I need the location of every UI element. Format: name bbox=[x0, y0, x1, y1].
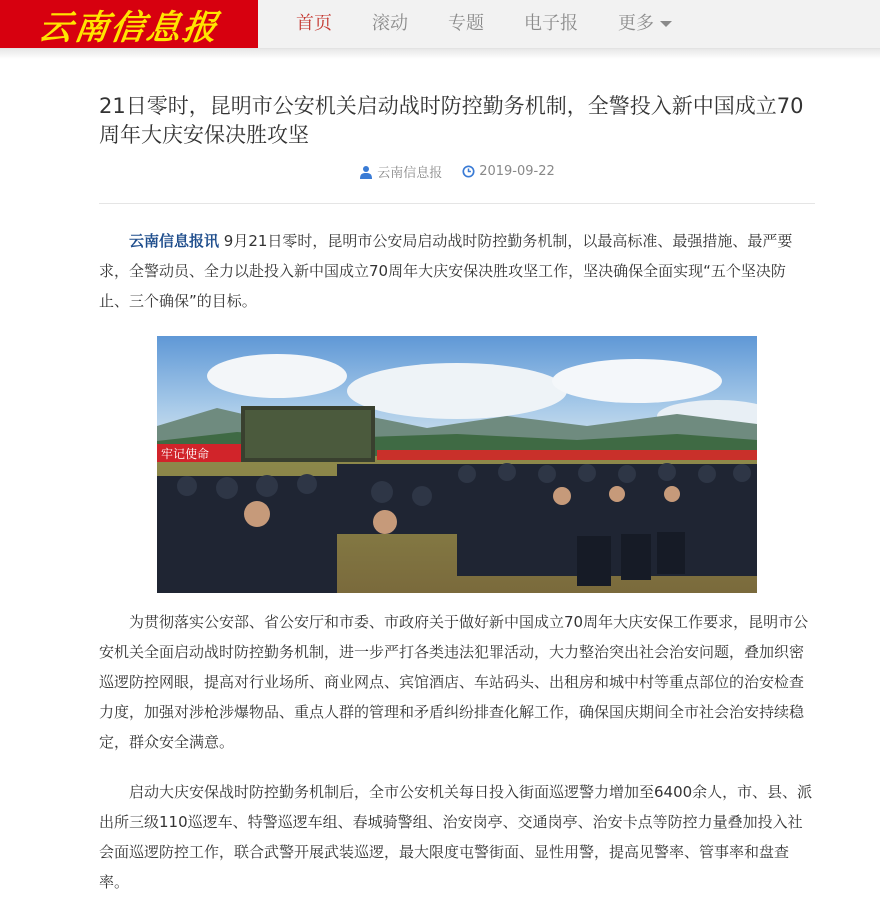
clock-icon bbox=[462, 165, 475, 178]
article-meta bbox=[99, 162, 815, 181]
nav-more[interactable] bbox=[598, 0, 692, 48]
header-shadow bbox=[0, 49, 880, 59]
article-paragraph-3: 启动大庆安保战时防控勤务机制后，全市公安机关每日投入街面巡逻警力增加至6400余人，市、县、派出所三级110巡逻车、特警巡逻车组、春城骑警组、治安岗亭、交通岗亭、治安卡点等防控力量叠加投入社会面巡逻防控工作，联合武警开展武装巡逻，最大限度屯警街面、显性用警，提高见警率、管事率和盘查率。 bbox=[99, 783, 813, 891]
top-bar bbox=[0, 0, 880, 49]
title-divider bbox=[99, 203, 815, 204]
site-logo[interactable] bbox=[0, 0, 258, 48]
user-icon bbox=[359, 165, 373, 179]
site-logo-text: 云南信息报 bbox=[35, 7, 222, 48]
paragraph-text: 9月21日零时，昆明市公安局启动战时防控勤务机制，以最高标准、最强措施、最严要求，全警动员、全力以赴投入新中国成立70周年大庆安保决胜攻坚工作，坚决确保全面实现“五个坚决防止、三个确保”的目标。 bbox=[99, 232, 793, 310]
article-paragraph-1 bbox=[99, 226, 815, 316]
article-date-text: 2019-09-22 bbox=[479, 164, 555, 179]
nav-epaper[interactable]: 电子报 bbox=[524, 13, 578, 34]
main-nav bbox=[258, 0, 692, 48]
article-title: 21日零时，昆明市公安机关启动战时防控勤务机制，全警投入新中国成立70周年大庆安保决胜攻坚 bbox=[99, 94, 804, 147]
caret-down-icon bbox=[660, 21, 672, 27]
nav-home[interactable]: 首页 bbox=[296, 13, 332, 34]
photo-banner: 牢记使命 bbox=[161, 447, 210, 461]
article-date bbox=[462, 162, 555, 181]
nav-more-label: 更多 bbox=[618, 13, 654, 34]
paragraph-lead: 云南信息报讯 bbox=[129, 232, 220, 250]
nav-topics[interactable]: 专题 bbox=[448, 13, 484, 34]
article-source bbox=[359, 162, 442, 181]
article-source-text: 云南信息报 bbox=[377, 166, 443, 181]
article-photo bbox=[157, 336, 757, 593]
article-paragraph-2: 为贯彻落实公安部、省公安厅和市委、市政府关于做好新中国成立70周年大庆安保工作要求，昆明市公安机关全面启动战时防控勤务机制，进一步严打各类违法犯罪活动，大力整治突出社会治安问题，叠加织密巡逻防控网眼，提高对行业场所、商业网点、宾馆酒店、车站码头、出租房和城中村等重点部位的治安检查力度，加强对涉枪涉爆物品、重点人群的管理和矛盾纠纷排查化解工作，确保国庆期间全市社会治安持续稳定，群众安全满意。 bbox=[99, 613, 809, 751]
nav-scroll[interactable]: 滚动 bbox=[372, 13, 408, 34]
article bbox=[99, 92, 815, 897]
